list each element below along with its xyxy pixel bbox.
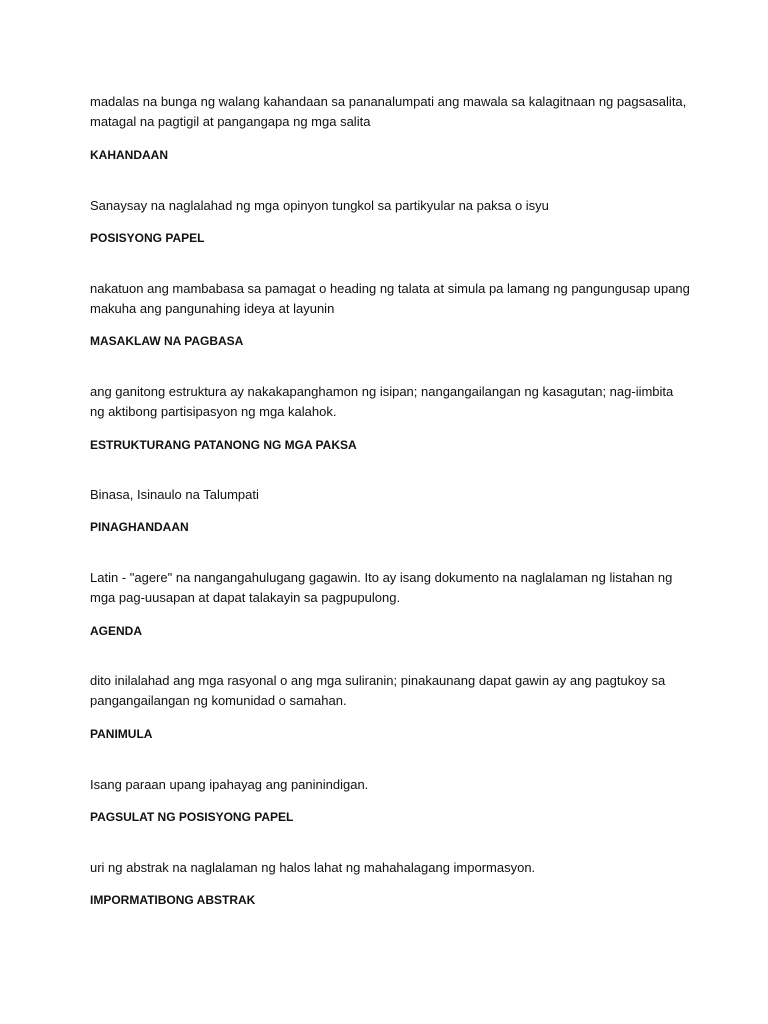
entry-5 <box>90 485 690 534</box>
term-heading: PANIMULA <box>90 727 153 741</box>
definition-text: uri ng abstrak na naglalaman ng halos lahat ng mahahalagang impormasyon. <box>90 860 536 875</box>
term-heading: ESTRUKTURANG PATANONG NG MGA PAKSA <box>90 438 357 452</box>
definition-text: ang ganitong estruktura ay nakakapanghamon ng isipan; nangangailangan ng kasagutan; nag-iimbita ng aktibong partisipasyon ng mga kalahok. <box>90 384 674 419</box>
entry-1 <box>90 92 690 162</box>
term-heading: IMPORMATIBONG ABSTRAK <box>90 893 256 907</box>
term-heading: AGENDA <box>90 624 143 638</box>
entry-3 <box>90 279 690 348</box>
entry-7 <box>90 671 690 741</box>
definition-text: Latin - "agere" na nangangahulugang gagawin. Ito ay isang dokumento na naglalaman ng listahan ng mga pag-uusapan at dapat talakayin sa pagpupulong. <box>90 570 673 605</box>
entry-4 <box>90 382 690 452</box>
entry-8 <box>90 775 690 824</box>
entry-9 <box>90 858 690 907</box>
entry-6 <box>90 568 690 638</box>
definition-text: madalas na bunga ng walang kahandaan sa pananalumpati ang mawala sa kalagitnaan ng pagsasalita, matagal na pagtigil at pangangapa ng mga salita <box>90 94 687 129</box>
definition-text: Sanaysay na naglalahad ng mga opinyon tungkol sa partikyular na paksa o isyu <box>90 198 549 213</box>
term-heading: PINAGHANDAAN <box>90 520 189 534</box>
term-heading: KAHANDAAN <box>90 148 168 162</box>
term-heading: MASAKLAW NA PAGBASA <box>90 334 244 348</box>
entry-2 <box>90 196 690 245</box>
term-heading: POSISYONG PAPEL <box>90 231 205 245</box>
definition-text: dito inilalahad ang mga rasyonal o ang mga suliranin; pinakaunang dapat gawin ay ang pagtukoy sa pangangailangan ng komunidad o samahan. <box>90 673 666 708</box>
term-heading: PAGSULAT NG POSISYONG PAPEL <box>90 810 294 824</box>
definition-text: Binasa, Isinaulo na Talumpati <box>90 487 259 502</box>
definition-text: Isang paraan upang ipahayag ang paninindigan. <box>90 777 369 792</box>
definition-text: nakatuon ang mambabasa sa pamagat o heading ng talata at simula pa lamang ng pangungusap upang makuha ang pangunahing ideya at layunin <box>90 281 690 316</box>
